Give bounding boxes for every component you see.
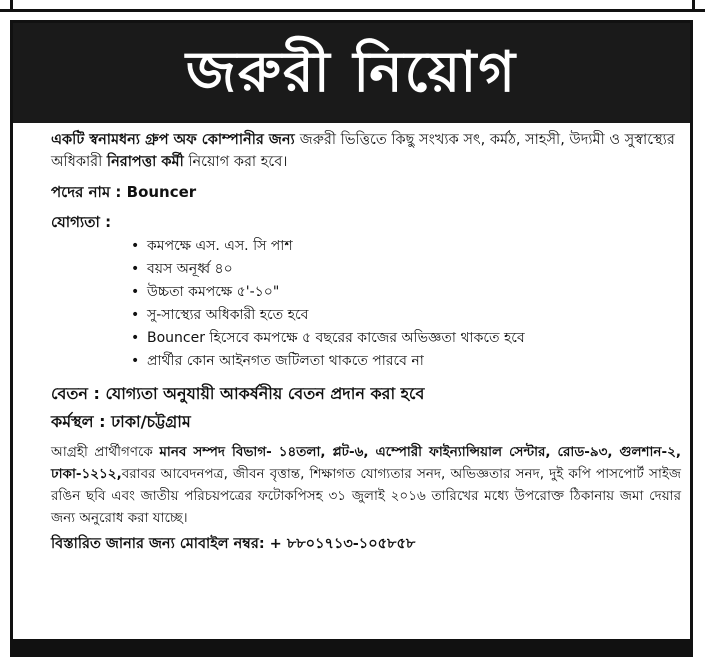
bottom-bar [10, 642, 693, 657]
salary-line: বেতন : যোগ্যতা অনুযায়ী আকর্ষনীয় বেতন প্রদান করা হবে [51, 384, 425, 403]
ad-title: জরুরী নিয়োগ [185, 40, 518, 105]
post-label: পদের নাম : [51, 183, 127, 201]
intro-paragraph [51, 129, 681, 173]
bullet-icon: • [131, 238, 140, 254]
intro-end: নিয়োগ করা হবে। [183, 154, 288, 170]
bullet-icon: • [131, 353, 140, 369]
post-line [51, 181, 681, 203]
bullet-icon: • [131, 307, 140, 323]
list-item: • কমপক্ষে এস. এস. সি পাশ [131, 235, 681, 258]
top-border [0, 0, 705, 12]
bullet-icon: • [131, 261, 140, 277]
list-item: • উচ্চতা কমপক্ষে ৫'-১০" [131, 281, 681, 304]
ad-frame [10, 20, 693, 642]
bullet-icon: • [131, 284, 140, 300]
bullet-icon: • [131, 330, 140, 346]
qualifications-title: যোগ্যতা : [51, 213, 112, 231]
intro-position: নিরাপত্তা কর্মী [106, 154, 184, 170]
intro-company: একটি স্বনামধন্য গ্রুপ অফ কোম্পানীর জন্য [51, 132, 300, 148]
ad-body [51, 127, 681, 555]
list-item: • বয়স অনূর্ধ্ব ৪০ [131, 258, 681, 281]
apply-address: মানব সম্পদ বিভাগ- ১৪তলা, প্লট-৬, এম্পোরী ফাইন্যান্সিয়াল সেন্টার, রোড-৯৩, গুলশান-২, ঢাকা-১২১২, [51, 444, 682, 482]
intro-text: জরুরী ভিত্তিতে কিছু সংখ্যক সৎ, কর্মঠ, সাহসী, উদ্যমী ও সুস্বাস্থ্যের অধিকারী [51, 132, 675, 170]
title-banner [13, 23, 690, 123]
contact-line: বিস্তারিত জানার জন্য মোবাইল নম্বর: + ৮৮০১৭১৩-১০৫৮৫৮ [51, 536, 416, 552]
post-value: Bouncer [126, 183, 197, 201]
workplace-line: কর্মস্থল : ঢাকা/চট্টগ্রাম [51, 412, 191, 431]
list-item: • সু-সাস্থ্যের অধিকারী হতে হবে [131, 304, 681, 327]
list-item: • প্রার্থীর কোন আইনগত জটিলতা থাকতে পারবে না [131, 350, 681, 373]
list-item: • Bouncer হিসেবে কমপক্ষে ৫ বছরের কাজের অভিজ্ঞতা থাকতে হবে [131, 327, 681, 350]
qualifications-list [51, 235, 681, 373]
apply-paragraph: আগ্রহী প্রার্থীগণকে মানব সম্পদ বিভাগ- ১৪তলা, প্লট-৬, এম্পোরী ফাইন্যান্সিয়াল সেন্টার, রোড-৯৩, গুলশান-২, ঢাকা-১২১২,বরাবর আবেদনপত্র, জীবন বৃত্তান্ত, শিক্ষাগত যোগ্যতার সনদ, অভিজ্ঞতার সনদ, দুই কপি পাসপোর্ট সাইজ রঙিন ছবি এবং জাতীয় পরিচয়পত্রের ফটোকপিসহ ৩১ জুলাই ২০১৬ তারিখের মধ্যে উপরোক্ত ঠিকানায় জমা দেয়ার জন্য অনুরোধ করা যাচ্ছে। [51, 444, 682, 526]
